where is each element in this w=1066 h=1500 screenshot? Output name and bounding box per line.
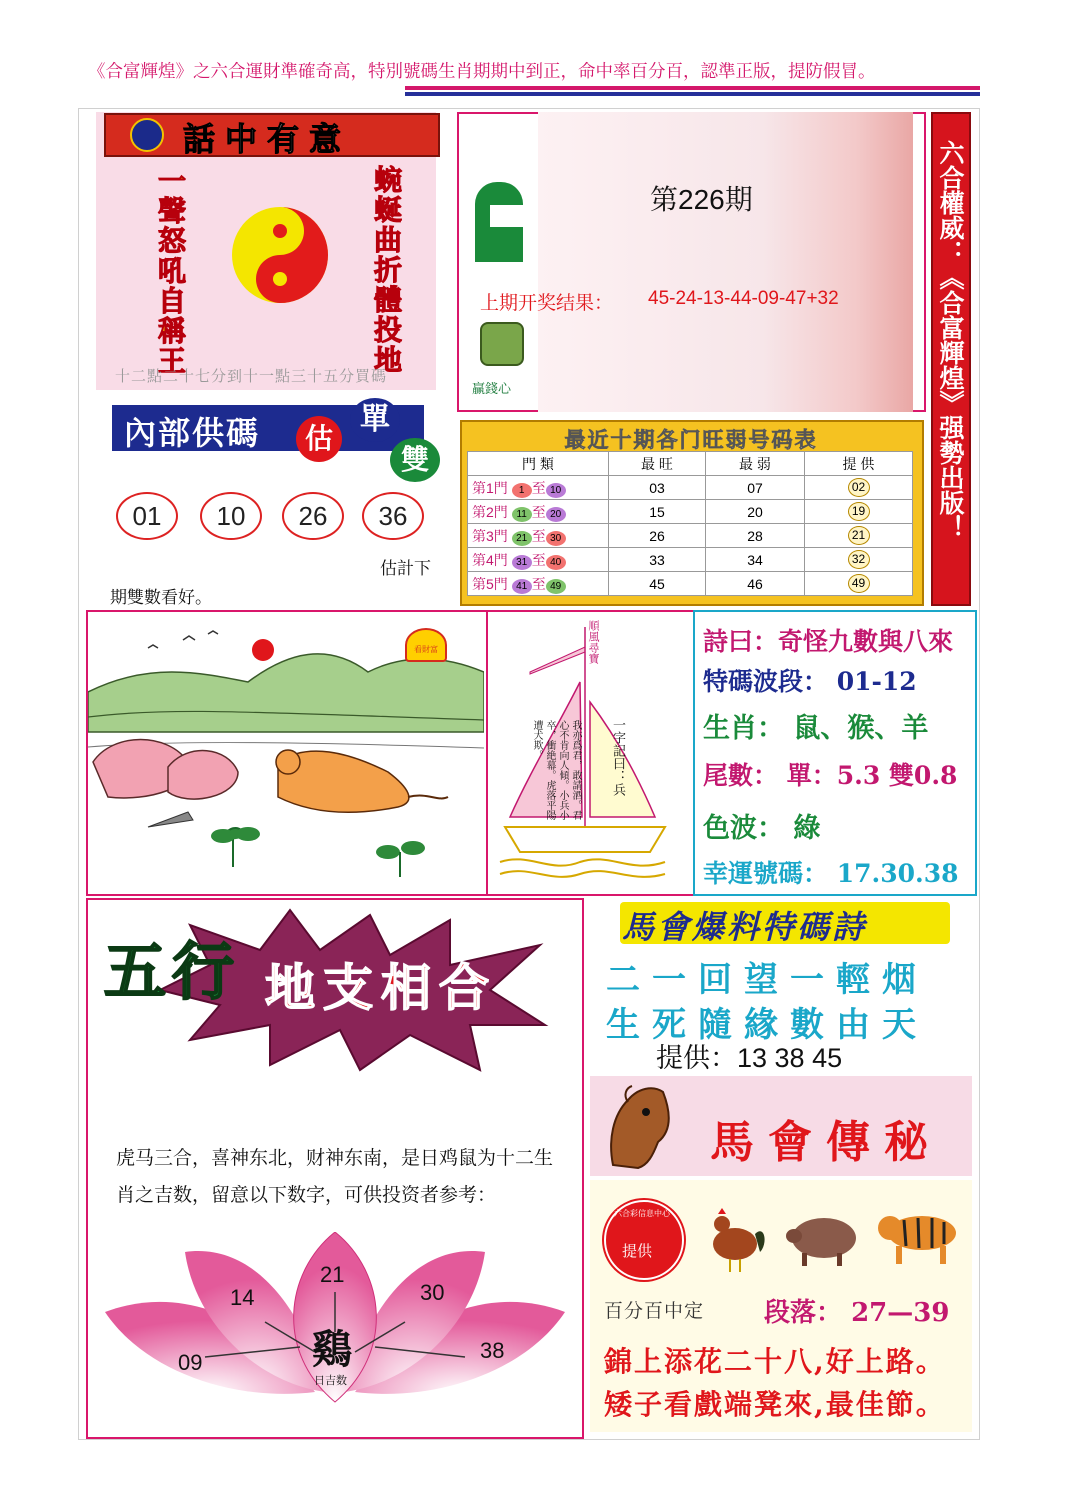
table-row (468, 524, 913, 548)
door-cell (468, 548, 609, 572)
sticker-badge: 看財富 (405, 628, 447, 662)
side-banner-text: 六合權威：《合富輝煌》强勢出版！ (936, 140, 965, 540)
door-sep: 至 (531, 527, 546, 544)
internal-title: 內部供碼 (124, 414, 261, 452)
badge-guess: 估 (296, 416, 342, 462)
door-cell (468, 476, 609, 500)
tips-zodiac-label: 生肖： (703, 713, 784, 744)
door-to-ball: 40 (546, 555, 566, 570)
lotus-number: 21 (320, 1262, 345, 1287)
door-label: 第2門 (472, 503, 508, 520)
yin-yang-icon (230, 205, 330, 305)
secret-verse1: 錦上添花二十八,好上路。 (604, 1345, 946, 1378)
tips-poem: 詩曰：奇怪九數與八來 (703, 627, 954, 656)
door-cell (468, 572, 609, 596)
door-give (805, 548, 913, 572)
table-row (468, 572, 913, 596)
tips-tail (703, 756, 957, 792)
door-table (467, 451, 913, 596)
door-from-ball: 21 (512, 531, 532, 546)
door-min: 07 (706, 476, 805, 500)
tips-tail-value: 單：5.3 雙0.8 (786, 761, 958, 790)
door-table-title: 最近十期各门旺弱号码表 (564, 427, 818, 452)
green-logo-cut (490, 205, 523, 227)
door-max: 45 (609, 572, 706, 596)
tips-color-value: 綠 (793, 813, 821, 844)
door-give (805, 524, 913, 548)
wuxing-paragraph: 虎马三合，喜神东北，财神东南，是日鸡鼠为十二生肖之吉数，留意以下数字，可供投资者参考： (116, 1147, 554, 1206)
door-header: 最 旺 (609, 452, 706, 476)
wuxing-title-a: 五行 (104, 935, 241, 1008)
door-give (805, 476, 913, 500)
door-to-ball: 30 (546, 531, 566, 546)
door-sep: 至 (531, 503, 546, 520)
door-give-circle: 02 (848, 478, 870, 497)
internal-number: 26 (282, 492, 344, 540)
internal-number: 36 (362, 492, 424, 540)
door-max: 15 (609, 500, 706, 524)
tiger-icon (874, 1198, 964, 1268)
tips-color (703, 806, 820, 845)
issue-period: 第226期 (650, 184, 753, 215)
door-give-circle: 49 (848, 574, 870, 593)
seal-ring-text: 六合彩信息中心 (614, 1209, 670, 1218)
door-give-circle: 32 (848, 550, 870, 569)
huazhong-left-phrase: 一聲怒吼自稱王 (154, 166, 187, 376)
seal-center-text: 提供 (622, 1242, 653, 1260)
door-label: 第1門 (472, 479, 508, 496)
badge-single: 單 (350, 398, 400, 442)
door-give (805, 500, 913, 524)
secret-title: 馬會傳秘 (710, 1117, 942, 1168)
tips-zodiac (703, 706, 928, 745)
internal-number: 01 (116, 492, 178, 540)
door-to-ball: 20 (546, 507, 566, 522)
tips-tail-label: 尾數： (703, 761, 779, 790)
huazhong-footer: 十二點二十七分到十一點三十五分買碼 (115, 367, 388, 385)
door-min: 46 (706, 572, 805, 596)
issue-blur-block (538, 112, 913, 412)
door-label: 第5門 (472, 575, 508, 592)
door-give (805, 572, 913, 596)
lotus-number: 38 (480, 1338, 505, 1363)
door-max: 33 (609, 548, 706, 572)
table-row (468, 548, 913, 572)
door-min: 28 (706, 524, 805, 548)
door-from-ball: 41 (512, 579, 532, 594)
tips-zodiac-value: 鼠、猴、羊 (793, 713, 929, 744)
door-from-ball: 1 (512, 483, 532, 498)
door-give-circle: 19 (848, 502, 870, 521)
door-sep: 至 (531, 479, 546, 496)
table-row (468, 500, 913, 524)
tips-wave (703, 662, 917, 698)
lotus-number: 09 (178, 1350, 203, 1375)
door-min: 34 (706, 548, 805, 572)
banner-rule-blue (405, 92, 980, 96)
internal-note-right: 估計下 (380, 559, 431, 579)
banner-rule-pink (405, 86, 980, 90)
horse-poem-title: 馬會爆料特碼詩 (622, 908, 868, 946)
secret-verse2: 矮子看戲端凳來,最佳節。 (604, 1388, 946, 1421)
door-from-ball: 11 (512, 507, 532, 522)
sail-flag-text: 順風尋寶 (587, 620, 600, 664)
rooster-icon (700, 1204, 770, 1274)
sail-text-mid: 我亦爲君，敢請酒。君心不肯向人傾。小兵小卒，衝絶幕。虎落平陽遭犬欺。 (531, 720, 581, 820)
money-bag-icon (480, 322, 524, 366)
pig-icon (782, 1208, 862, 1268)
door-max: 03 (609, 476, 706, 500)
door-cell (468, 524, 609, 548)
door-label: 第3門 (472, 527, 508, 544)
tips-color-label: 色波： (703, 813, 784, 844)
horse-poem-line2: 生死隨緣數由天 (606, 1005, 928, 1045)
horse-poem-provide: 提供：13 38 45 (656, 1043, 843, 1073)
horse-poem-line1: 二一回望一輕烟 (606, 960, 928, 1000)
secret-section (764, 1292, 949, 1329)
door-label: 第4門 (472, 551, 508, 568)
lotus-number: 30 (420, 1280, 445, 1305)
huazhong-right-phrase: 蜿蜒曲折體投地 (370, 165, 403, 375)
logo-icon (130, 118, 164, 152)
door-header: 最 弱 (706, 452, 805, 476)
door-give-circle: 21 (848, 526, 870, 545)
door-cell (468, 500, 609, 524)
door-to-ball: 49 (546, 579, 566, 594)
secret-hundred: 百分百中定 (604, 1300, 705, 1322)
sail-text-right: 一字記曰：兵 (610, 718, 625, 796)
tips-wave-value: 01-12 (836, 667, 917, 696)
door-header: 門 類 (468, 452, 609, 476)
last-result-numbers: 45-24-13-44-09-47+32 (648, 288, 839, 309)
secret-section-label: 段落： (764, 1298, 843, 1328)
internal-number: 10 (200, 492, 262, 540)
horse-head-icon (598, 1080, 678, 1170)
tips-lucky-label: 幸運號碼： (703, 859, 829, 888)
tips-lucky-value: 17.30.38 (836, 859, 959, 888)
door-header: 提 供 (805, 452, 913, 476)
door-max: 26 (609, 524, 706, 548)
lotus-center-char: 鷄 (312, 1326, 352, 1373)
door-from-ball: 31 (512, 555, 532, 570)
secret-section-value: 27—39 (851, 1298, 950, 1328)
door-to-ball: 10 (546, 483, 566, 498)
door-min: 20 (706, 500, 805, 524)
internal-note-bottom: 期雙數看好。 (110, 588, 212, 608)
table-row (468, 476, 913, 500)
door-sep: 至 (531, 575, 546, 592)
door-sep: 至 (531, 551, 546, 568)
top-banner: 《合富輝煌》之六合運財準確奇高，特別號碼生肖期期中到正，命中率百分百，認準正版，提防假冒。 (88, 62, 876, 82)
badge-double: 雙 (390, 438, 440, 482)
last-result-label: 上期开奖结果： (480, 293, 614, 314)
tips-wave-label: 特碼波段： (703, 667, 829, 696)
wuxing-title-b: 地支相合 (265, 958, 497, 1017)
tips-lucky (703, 854, 959, 890)
lotus-center-sub: 日吉数 (314, 1374, 347, 1387)
huazhong-title: 話中有意 (183, 120, 352, 158)
slogan-fragment: 贏錢心 (472, 382, 512, 397)
lotus-number: 14 (230, 1285, 255, 1310)
